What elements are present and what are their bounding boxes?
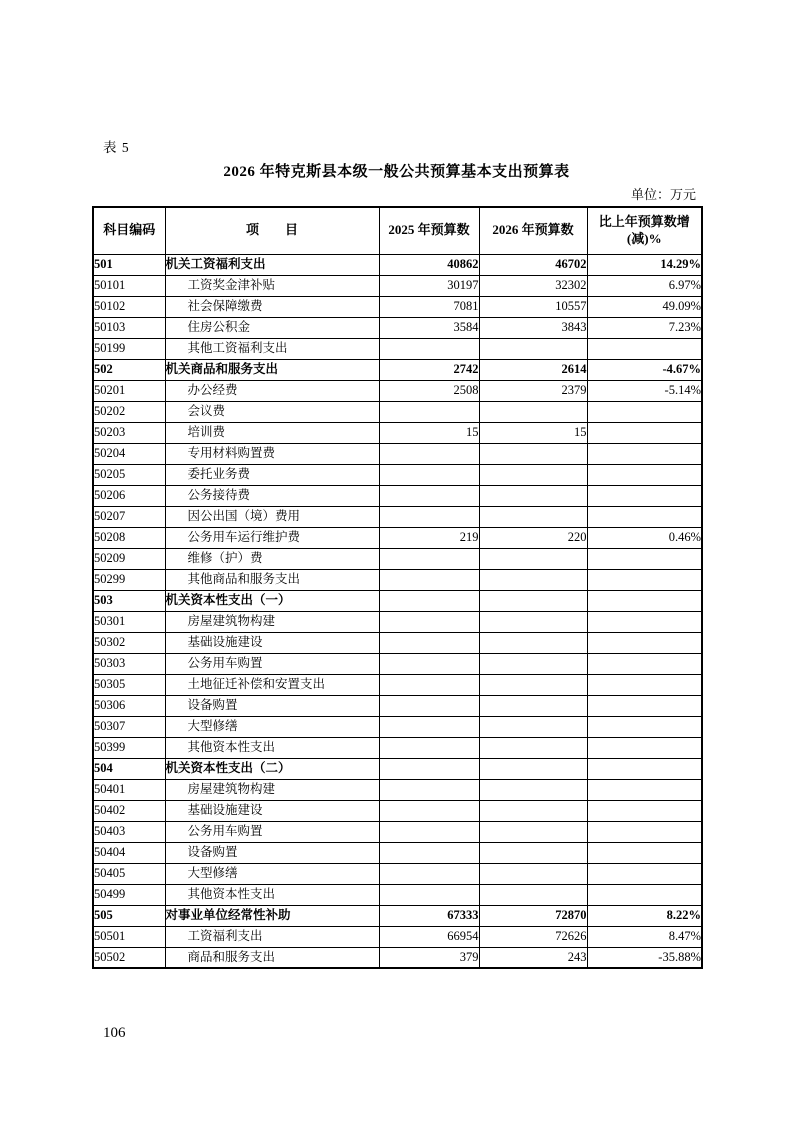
cell-code: 50206 [93,485,165,506]
cell-code: 50401 [93,779,165,800]
cell-2026: 2614 [479,359,587,380]
cell-code: 50307 [93,716,165,737]
table-row [93,464,702,485]
cell-change: 8.22% [587,905,702,926]
cell-item: 其他资本性支出 [165,884,379,905]
table-row [93,527,702,548]
cell-2026 [479,632,587,653]
cell-code: 50302 [93,632,165,653]
cell-item: 大型修缮 [165,716,379,737]
cell-change [587,548,702,569]
cell-code: 50203 [93,422,165,443]
cell-change [587,842,702,863]
cell-2026 [479,884,587,905]
cell-2026 [479,464,587,485]
cell-item: 商品和服务支出 [165,947,379,968]
cell-code: 50103 [93,317,165,338]
cell-code: 50208 [93,527,165,548]
cell-2026 [479,401,587,422]
cell-2025 [379,653,479,674]
cell-item: 设备购置 [165,695,379,716]
cell-item: 因公出国（境）费用 [165,506,379,527]
page-number: 106 [103,1025,126,1041]
cell-2025: 379 [379,947,479,968]
cell-change [587,653,702,674]
cell-item: 对事业单位经常性补助 [165,905,379,926]
cell-item: 机关工资福利支出 [165,254,379,275]
cell-2025: 15 [379,422,479,443]
cell-change [587,338,702,359]
cell-item: 公务用车购置 [165,653,379,674]
cell-code: 50502 [93,947,165,968]
column-header-item: 项 目 [165,207,379,254]
cell-item: 机关资本性支出（一） [165,590,379,611]
cell-2026 [479,695,587,716]
cell-change [587,569,702,590]
cell-2025 [379,716,479,737]
table-row [93,443,702,464]
cell-code: 50204 [93,443,165,464]
cell-2026 [479,842,587,863]
cell-code: 50201 [93,380,165,401]
table-body [93,254,702,968]
cell-change [587,884,702,905]
cell-2025 [379,464,479,485]
cell-item: 其他商品和服务支出 [165,569,379,590]
table-row [93,821,702,842]
cell-change [587,758,702,779]
cell-2026: 46702 [479,254,587,275]
cell-2025 [379,611,479,632]
table-row [93,695,702,716]
table-row [93,590,702,611]
cell-2025 [379,737,479,758]
table-row [93,611,702,632]
cell-code: 50205 [93,464,165,485]
cell-2025 [379,548,479,569]
table-row [93,422,702,443]
cell-2025 [379,863,479,884]
cell-2026: 10557 [479,296,587,317]
cell-change [587,506,702,527]
column-header-2025: 2025 年预算数 [379,207,479,254]
cell-change: 6.97% [587,275,702,296]
cell-code: 50303 [93,653,165,674]
cell-2026 [479,569,587,590]
cell-change [587,779,702,800]
cell-2026 [479,548,587,569]
cell-code: 50101 [93,275,165,296]
cell-item: 其他资本性支出 [165,737,379,758]
cell-2025 [379,401,479,422]
cell-item: 培训费 [165,422,379,443]
column-header-2026: 2026 年预算数 [479,207,587,254]
cell-2026 [479,821,587,842]
table-row [93,674,702,695]
table-row [93,716,702,737]
cell-change [587,422,702,443]
cell-change [587,632,702,653]
table-row [93,296,702,317]
cell-item: 机关资本性支出（二） [165,758,379,779]
cell-code: 50306 [93,695,165,716]
cell-2025: 3584 [379,317,479,338]
table-number-label: 表 5 [103,140,130,155]
cell-2026: 72626 [479,926,587,947]
cell-code: 50405 [93,863,165,884]
cell-code: 501 [93,254,165,275]
cell-item: 办公经费 [165,380,379,401]
cell-2026 [479,800,587,821]
cell-item: 其他工资福利支出 [165,338,379,359]
table-row [93,401,702,422]
cell-2026 [479,590,587,611]
cell-2025: 30197 [379,275,479,296]
cell-change [587,485,702,506]
cell-change [587,401,702,422]
cell-2025 [379,884,479,905]
cell-item: 会议费 [165,401,379,422]
cell-code: 50404 [93,842,165,863]
cell-2026: 3843 [479,317,587,338]
cell-change [587,800,702,821]
cell-2025 [379,632,479,653]
cell-2025 [379,590,479,611]
table-row [93,338,702,359]
cell-2025 [379,443,479,464]
budget-table [92,206,703,969]
cell-2025 [379,569,479,590]
cell-2025 [379,758,479,779]
cell-2026: 72870 [479,905,587,926]
cell-item: 基础设施建设 [165,800,379,821]
cell-change [587,863,702,884]
page-title: 2026 年特克斯县本级一般公共预算基本支出预算表 [223,164,570,180]
cell-2026 [479,779,587,800]
cell-2025 [379,695,479,716]
cell-change: 49.09% [587,296,702,317]
cell-2026: 243 [479,947,587,968]
cell-item: 机关商品和服务支出 [165,359,379,380]
table-row [93,758,702,779]
cell-code: 502 [93,359,165,380]
cell-code: 503 [93,590,165,611]
cell-2026 [479,338,587,359]
table-row [93,275,702,296]
table-row [93,926,702,947]
cell-code: 505 [93,905,165,926]
cell-change [587,716,702,737]
cell-item: 公务用车购置 [165,821,379,842]
cell-item: 房屋建筑物构建 [165,779,379,800]
cell-item: 维修（护）费 [165,548,379,569]
cell-code: 50199 [93,338,165,359]
cell-code: 50299 [93,569,165,590]
cell-change: -35.88% [587,947,702,968]
cell-change: -5.14% [587,380,702,401]
cell-2025: 40862 [379,254,479,275]
cell-change: 8.47% [587,926,702,947]
cell-code: 50301 [93,611,165,632]
cell-2025: 2742 [379,359,479,380]
cell-code: 50305 [93,674,165,695]
cell-item: 基础设施建设 [165,632,379,653]
cell-code: 50209 [93,548,165,569]
cell-2025 [379,842,479,863]
cell-code: 504 [93,758,165,779]
table-row [93,800,702,821]
cell-2026 [479,674,587,695]
cell-item: 土地征迁补偿和安置支出 [165,674,379,695]
column-header-change: 比上年预算数增(减)% [587,207,702,254]
table-row [93,380,702,401]
table-row [93,359,702,380]
table-row [93,317,702,338]
cell-2026: 220 [479,527,587,548]
cell-2025 [379,779,479,800]
table-row [93,737,702,758]
cell-2025: 67333 [379,905,479,926]
cell-2025: 66954 [379,926,479,947]
table-row [93,653,702,674]
cell-2025 [379,674,479,695]
cell-item: 房屋建筑物构建 [165,611,379,632]
cell-2025 [379,506,479,527]
cell-item: 社会保障缴费 [165,296,379,317]
cell-change: 7.23% [587,317,702,338]
cell-code: 50403 [93,821,165,842]
cell-code: 50207 [93,506,165,527]
cell-change [587,821,702,842]
cell-2026 [479,653,587,674]
cell-change [587,464,702,485]
cell-2026 [479,863,587,884]
cell-change [587,443,702,464]
cell-2025 [379,821,479,842]
table-row [93,884,702,905]
cell-item: 工资福利支出 [165,926,379,947]
cell-change [587,695,702,716]
cell-code: 50399 [93,737,165,758]
cell-2026 [479,758,587,779]
cell-code: 50501 [93,926,165,947]
cell-item: 委托业务费 [165,464,379,485]
cell-2026: 15 [479,422,587,443]
cell-2026 [479,506,587,527]
column-header-code: 科目编码 [93,207,165,254]
cell-change: 0.46% [587,527,702,548]
cell-item: 住房公积金 [165,317,379,338]
table-row [93,632,702,653]
cell-2025 [379,485,479,506]
table-row [93,485,702,506]
cell-2025: 2508 [379,380,479,401]
cell-2026 [479,443,587,464]
table-row [93,905,702,926]
table-row [93,779,702,800]
cell-2025: 7081 [379,296,479,317]
table-row [93,842,702,863]
cell-2026 [479,611,587,632]
cell-item: 大型修缮 [165,863,379,884]
cell-code: 50102 [93,296,165,317]
cell-item: 公务用车运行维护费 [165,527,379,548]
table-row [93,569,702,590]
cell-2026: 2379 [479,380,587,401]
cell-2026 [479,485,587,506]
cell-item: 公务接待费 [165,485,379,506]
cell-2025 [379,800,479,821]
table-row [93,548,702,569]
table-row [93,506,702,527]
cell-code: 50499 [93,884,165,905]
cell-change [587,674,702,695]
cell-2026 [479,737,587,758]
cell-change: -4.67% [587,359,702,380]
table-row [93,947,702,968]
cell-2026: 32302 [479,275,587,296]
cell-change [587,590,702,611]
table-header [93,207,702,254]
cell-change [587,737,702,758]
table-row [93,254,702,275]
table-row [93,863,702,884]
cell-item: 专用材料购置费 [165,443,379,464]
cell-item: 工资奖金津补贴 [165,275,379,296]
cell-change [587,611,702,632]
cell-item: 设备购置 [165,842,379,863]
cell-2025: 219 [379,527,479,548]
cell-2026 [479,716,587,737]
cell-2025 [379,338,479,359]
cell-code: 50202 [93,401,165,422]
cell-code: 50402 [93,800,165,821]
cell-change: 14.29% [587,254,702,275]
unit-label: 单位：万元 [630,187,696,202]
